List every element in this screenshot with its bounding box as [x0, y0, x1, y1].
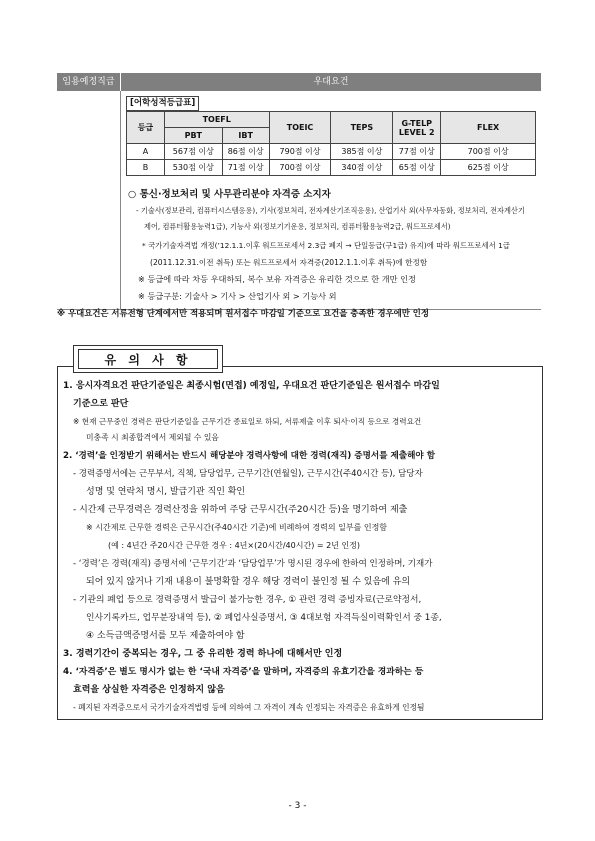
notice-item-2-d-cont2: ④ 소득금액증명서를 모두 제출하여야 함	[86, 631, 245, 641]
notice-title-tab	[73, 345, 223, 373]
col-flex: FLEX	[441, 112, 536, 144]
notice-item-4-cont: 효력을 상실한 자격증은 인정하지 않음	[73, 685, 225, 695]
notice-item-2-c: - ‘경력’은 경력(재직) 증명서에 ‘근무기간’과 ‘담당업무’가 명시된 경우에 한하여 인정하며, 기재가	[73, 559, 433, 569]
col-toefl: TOEFL	[164, 112, 269, 128]
cert-line-5: ※ 등급에 따라 차등 우대하되, 복수 보유 자격증은 유리한 것으로 한 개만 인정	[138, 274, 416, 284]
header-position-grade: 임용예정직급	[57, 73, 121, 91]
row-b-flex: 625점 이상	[441, 160, 536, 176]
row-b-pbt: 530점 이상	[164, 160, 222, 176]
row-a-pbt: 567점 이상	[164, 144, 222, 160]
notice-item-1-cont: 기준으로 판단	[73, 399, 129, 409]
notice-item-2-d-cont: 인사기록카드, 업무분장내역 등), ② 폐업사실증명서, ③ 4대보험 자격득실이력확인서 중 1종,	[86, 613, 442, 623]
row-a-grade: A	[127, 144, 165, 160]
notice-title: 유 의 사 항	[104, 353, 192, 367]
notice-item-1-note-cont: 미충족 시 최종합격에서 제외될 수 있음	[86, 433, 219, 442]
notice-title-frame	[78, 349, 218, 369]
table-row	[127, 160, 536, 176]
notice-item-3: 3. 경력기간이 중복되는 경우, 그 중 유리한 경력 하나에 대해서만 인정	[63, 649, 343, 659]
notice-item-2-c-cont: 되어 있지 않거나 기재 내용이 불명확할 경우 해당 경력이 불인정 될 수 있음에 유의	[86, 577, 411, 587]
notice-item-4-note: - 폐지된 자격증으로서 국가기술자격법령 등에 의하여 그 자격이 계속 인정되는 자격증은 유효하게 인정됨	[73, 703, 425, 712]
cert-line-4: (2011.12.31.이전 취득) 또는 워드프로세서 자격증(2012.1.1.이후 취득)에 한정함	[150, 258, 428, 267]
page-number: - 3 -	[288, 801, 307, 811]
row-b-ibt: 71점 이상	[222, 160, 269, 176]
notice-item-4: 4. ‘자격증’은 별도 명시가 없는 한 ‘국내 자격증’을 말하며, 자격증의 유효기간을 경과하는 등	[63, 667, 424, 677]
cert-line-2: 제어, 컴퓨터활용능력1급), 기능사 외(정보기기운용, 정보처리, 컴퓨터활용능력2급, 워드프로세서)	[144, 222, 451, 231]
row-a-flex: 700점 이상	[441, 144, 536, 160]
notice-item-2-b-example: (예 : 4년간 주20시간 근무한 경우 : 4년×(20시간/40시간) = 2년 인정)	[108, 541, 361, 550]
col-toeic: TOEIC	[269, 112, 331, 144]
language-score-table	[126, 111, 536, 176]
notice-item-2: 2. ‘경력’을 인정받기 위해서는 반드시 해당분야 경력사항에 대한 경력(재직) 증명서를 제출해야 함	[63, 451, 436, 461]
notice-item-2-b: - 시간제 근무경력은 경력산정을 위하여 주당 근무시간(주20시간 등)을 명기하여 제출	[73, 505, 408, 515]
notice-item-2-a: - 경력증명서에는 근무부서, 직책, 담당업무, 근무기간(연월일), 근무시간(주40시간 등), 담당자	[73, 469, 423, 479]
language-score-table-title: [어학성적등급표]	[126, 96, 199, 111]
col-teps: TEPS	[331, 112, 393, 144]
header-preference-requirements: 우대요건	[121, 73, 541, 91]
notice-item-1-note: ※ 현재 근무중인 경력은 판단기준일을 근무기간 종료일로 하되, 서류제출 이후 퇴사·이직 등으로 경력요건	[73, 417, 422, 426]
preference-footnote: ※ 우대요건은 서류전형 단계에서만 적용되며 원서접수 마감일 기준으로 요건을 충족한 경우에만 인정	[57, 308, 429, 318]
row-b-gtelp: 65점 이상	[393, 160, 441, 176]
row-a-ibt: 86점 이상	[222, 144, 269, 160]
row-a-toeic: 790점 이상	[269, 144, 331, 160]
col-grade: 등급	[127, 112, 165, 144]
col-pbt: PBT	[164, 128, 222, 144]
certificate-section-title: ○ 통신·정보처리 및 사무관리분야 자격증 소지자	[128, 189, 331, 200]
notice-item-2-d: - 기관의 폐업 등으로 경력증명서 발급이 불가능한 경우, ① 관련 경력 증빙자료(근로약정서,	[73, 595, 422, 605]
notice-item-2-b-note: ※ 시간제로 근무한 경력은 근무시간(주40시간 기준)에 비례하여 경력의 일부를 인정함	[86, 523, 388, 532]
col-gtelp-line1: G-TELP	[401, 118, 433, 128]
row-a-gtelp: 77점 이상	[393, 144, 441, 160]
notice-item-1: 1. 응시자격요건 판단기준일은 최종시험(면접) 예정일, 우대요건 판단기준일은 원서접수 마감일	[63, 381, 440, 391]
row-b-toeic: 700점 이상	[269, 160, 331, 176]
cell-position-grade	[57, 91, 121, 310]
col-gtelp	[393, 112, 441, 144]
table-row	[127, 144, 536, 160]
notice-item-2-a-cont: 성명 및 연락처 명시, 발급기관 직인 확인	[86, 487, 246, 497]
row-b-grade: B	[127, 160, 165, 176]
row-b-teps: 340점 이상	[331, 160, 393, 176]
row-a-teps: 385점 이상	[331, 144, 393, 160]
cert-line-3: * 국가기술자격법 개정(’12.1.1.이후 워드프로세서 2.3급 폐지 → 단일등급(구1급) 유지)에 따라 워드프로세서 1급	[142, 241, 510, 250]
cert-line-1: - 기술사(정보관리, 컴퓨터시스템응용), 기사(정보처리, 전자계산기조직응용), 산업기사 외(사무자동화, 정보처리, 전자계산기	[136, 206, 525, 215]
col-ibt: IBT	[222, 128, 269, 144]
col-gtelp-line2: LEVEL 2	[398, 127, 435, 137]
cert-line-6: ※ 등급구분: 기술사 > 기사 > 산업기사 외 > 기능사 외	[138, 291, 337, 301]
